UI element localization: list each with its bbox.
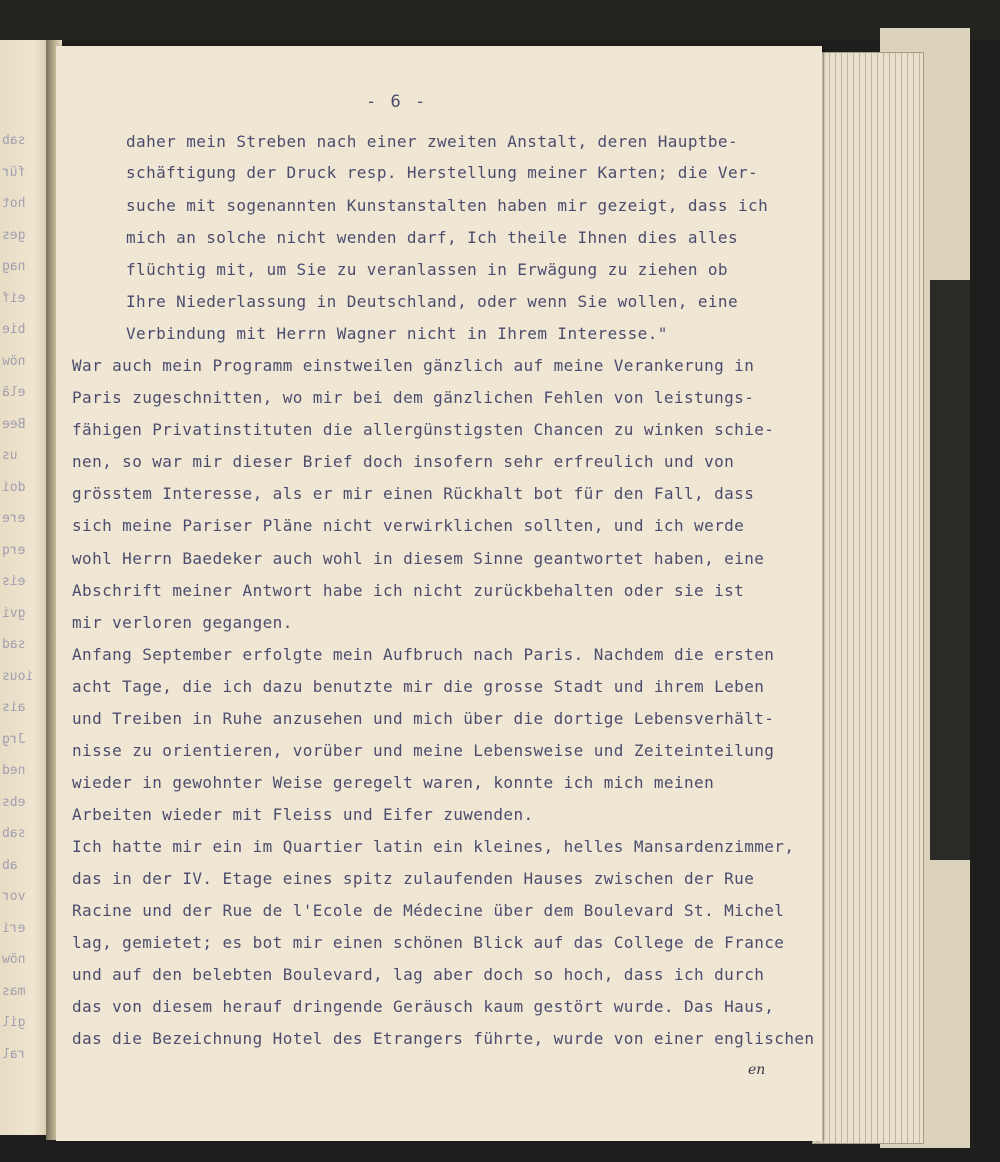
left-page-fragment: ned [2, 763, 26, 778]
text-line: wohl Herrn Baedeker auch wohl in diesem Sinne geantwortet haben, eine [72, 549, 765, 568]
left-page-fragment: erq [2, 542, 26, 558]
text-line: mich an solche nicht wenden darf, Ich theile Ihnen dies alles [126, 228, 739, 247]
text-line: schäftigung der Druck resp. Herstellung meiner Karten; die Ver- [126, 163, 759, 182]
left-page-fragment: gvi [2, 605, 26, 621]
text-line: Arbeiten wieder mit Fleiss und Eifer zuwenden. [72, 805, 534, 824]
page-number: - 6 - [366, 92, 428, 112]
text-line: Abschrift meiner Antwort habe ich nicht zurückbehalten oder sie ist [72, 581, 745, 600]
text-line: grösstem Interesse, als er mir einen Rückhalt bot für den Fall, dass [72, 484, 755, 503]
page-stack [812, 52, 924, 1144]
text-line: das von diesem herauf dringende Geräusch kaum gestört wurde. Das Haus, [72, 997, 775, 1016]
left-page-fragment: ab [2, 857, 18, 873]
left-page-edge [0, 40, 48, 1135]
left-page-fragment: doi [2, 479, 26, 495]
left-page-fragment: Bee [2, 416, 26, 432]
left-page-fragment: Jrg [2, 731, 26, 747]
left-page-fragment: nöw [2, 353, 26, 369]
text-line: War auch mein Programm einstweilen gänzlich auf meine Verankerung in [72, 356, 755, 375]
text-line: fähigen Privatinstituten die allergünstigsten Chancen zu winken schie- [72, 420, 775, 439]
text-line: Ich hatte mir ein im Quartier latin ein kleines, helles Mansardenzimmer, [72, 837, 795, 856]
left-page-fragment: elä [2, 385, 26, 400]
left-page-fragment: eis [2, 574, 26, 589]
text-line: Anfang September erfolgte mein Aufbruch nach Paris. Nachdem die ersten [72, 645, 775, 664]
left-page-fragment: bie [2, 322, 26, 337]
text-line: suche mit sogenannten Kunstanstalten haben mir gezeigt, dass ich [126, 196, 769, 215]
text-line: Paris zugeschnitten, wo mir bei dem gänzlichen Fehlen von leistungs- [72, 388, 755, 407]
text-line: und auf den belebten Boulevard, lag aber doch so hoch, dass ich durch [72, 965, 765, 984]
text-line: wieder in gewohnter Weise geregelt waren, konnte ich mich meinen [72, 773, 715, 792]
text-line: Ihre Niederlassung in Deutschland, oder wenn Sie wollen, eine [126, 292, 739, 311]
page-text [56, 46, 822, 1141]
text-line: acht Tage, die ich dazu benutzte mir die grosse Stadt und ihrem Leben [72, 677, 765, 696]
typewritten-page [56, 46, 822, 1141]
left-page-fragment: ebs [2, 794, 26, 810]
left-page-fragment: sad [2, 637, 26, 652]
text-line: Racine und der Rue de l'Ecole de Médecine über dem Boulevard St. Michel [72, 901, 785, 920]
left-page-fragment: mas [2, 983, 26, 999]
book-cover-edge [930, 280, 970, 860]
left-page-fragment: eif [2, 290, 26, 306]
show-through-text [2, 125, 46, 1070]
text-line: und Treiben in Ruhe anzusehen und mich über die dortige Lebensverhält- [72, 709, 775, 728]
left-page-fragment: vor [2, 889, 26, 904]
left-page-fragment: nöw [2, 952, 26, 967]
text-line: das in der IV. Etage eines spitz zulaufenden Hauses zwischen der Rue [72, 869, 755, 888]
text-line: Verbindung mit Herrn Wagner nicht in Ihrem Interesse." [126, 324, 668, 343]
text-line: nisse zu orientieren, vorüber und meine Lebensweise und Zeiteinteilung [72, 741, 775, 760]
text-line: flüchtig mit, um Sie zu veranlassen in Erwägung zu ziehen ob [126, 260, 728, 279]
left-page-fragment: ral [2, 1046, 26, 1062]
text-line: mir verloren gegangen. [72, 613, 293, 632]
text-line: das die Bezeichnung Hotel des Etrangers führte, wurde von einer englischen [72, 1029, 815, 1048]
left-page-fragment: ais [2, 700, 26, 715]
left-page-fragment: nag [2, 259, 26, 274]
left-page-fragment: us [2, 448, 18, 463]
left-page-fragment: für [2, 164, 26, 180]
background [0, 0, 1000, 40]
left-page-fragment: hot [2, 196, 26, 211]
text-line: sich meine Pariser Pläne nicht verwirklichen sollten, und ich werde [72, 516, 745, 535]
left-page-fragment: ious [2, 668, 34, 684]
left-page-fragment: sab [2, 826, 26, 841]
left-page-fragment: gil [2, 1015, 26, 1030]
left-page-fragment: ere [2, 511, 26, 526]
handwritten-correction: en [748, 1062, 766, 1078]
text-line: lag, gemietet; es bot mir einen schönen Blick auf das College de France [72, 933, 785, 952]
text-line: nen, so war mir dieser Brief doch insofern sehr erfreulich und von [72, 452, 735, 471]
left-page-fragment: eri [2, 920, 26, 936]
text-line: daher mein Streben nach einer zweiten Anstalt, deren Hauptbe- [126, 132, 739, 151]
left-page-fragment: ges [2, 227, 26, 243]
left-page-fragment: sab [2, 133, 26, 148]
